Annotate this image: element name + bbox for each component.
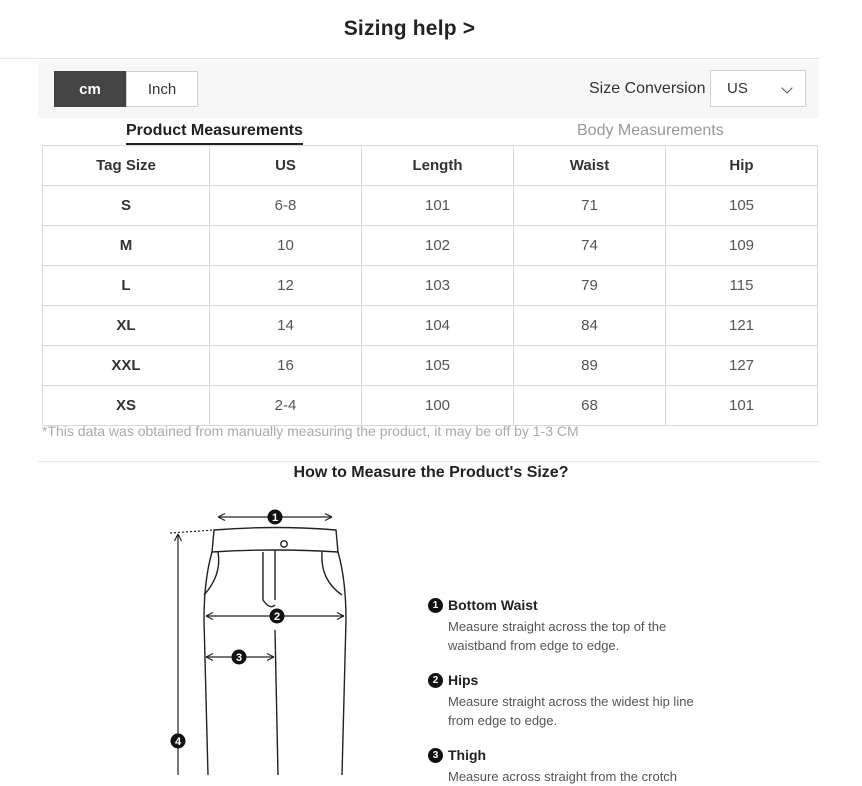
table-cell: 115 (666, 266, 818, 306)
table-cell-tag-size: L (43, 266, 210, 306)
pants-measurement-diagram (160, 500, 390, 775)
table-cell: 79 (514, 266, 666, 306)
table-cell: 16 (210, 346, 362, 386)
size-conversion-select[interactable] (710, 70, 806, 107)
size-table (42, 145, 818, 426)
instruction-hips (428, 672, 708, 730)
table-cell-tag-size: XXL (43, 346, 210, 386)
table-cell: 12 (210, 266, 362, 306)
table-cell: 101 (666, 386, 818, 426)
table-cell: 101 (362, 186, 514, 226)
chevron-down-icon (781, 82, 792, 93)
instruction-heading (428, 747, 708, 763)
measurement-tabs (42, 120, 819, 146)
number-3-icon: 3 (428, 748, 443, 763)
table-cell: 84 (514, 306, 666, 346)
table-cell-tag-size: M (43, 226, 210, 266)
table-cell: 71 (514, 186, 666, 226)
how-to-measure-title: How to Measure the Product's Size? (293, 464, 569, 481)
table-cell: 14 (210, 306, 362, 346)
table-cell: 10 (210, 226, 362, 266)
number-1-icon: 1 (428, 598, 443, 613)
table-cell: 105 (666, 186, 818, 226)
unit-inch-button[interactable]: Inch (126, 71, 198, 107)
pants-outline (204, 528, 346, 776)
table-cell: 109 (666, 226, 818, 266)
table-header-cell: Hip (666, 146, 818, 186)
unit-controls-bar (38, 60, 819, 118)
instruction-title: Hips (448, 672, 479, 688)
instruction-description: Measure straight across the top of the waistband from edge to edge. (448, 619, 667, 653)
table-cell: 127 (666, 346, 818, 386)
number-2-icon: 2 (428, 673, 443, 688)
table-cell: 103 (362, 266, 514, 306)
table-row (43, 386, 818, 426)
instruction-description: Measure across straight from the crotch (448, 769, 678, 784)
table-row (43, 346, 818, 386)
instruction-heading (428, 597, 708, 613)
table-cell: 105 (362, 346, 514, 386)
table-header-cell: Waist (514, 146, 666, 186)
instruction-title: Thigh (448, 747, 487, 763)
table-row (43, 306, 818, 346)
table-header-cell: Length (362, 146, 514, 186)
marker-3-label: 3 (235, 652, 243, 664)
tab-product-measurements[interactable]: Product Measurements (126, 122, 303, 145)
diagram-number-markers (171, 510, 285, 749)
marker-4-label: 4 (174, 736, 182, 748)
sizing-help-header[interactable] (0, 0, 819, 59)
marker-2-label: 2 (273, 611, 281, 623)
sizing-help-title[interactable]: Sizing help > (343, 17, 476, 40)
tab-body-measurements[interactable]: Body Measurements (577, 122, 724, 139)
instruction-title: Bottom Waist (448, 597, 538, 613)
unit-cm-button[interactable]: cm (54, 71, 126, 107)
table-cell-tag-size: S (43, 186, 210, 226)
table-header-cell: US (210, 146, 362, 186)
instruction-heading (428, 672, 708, 688)
instruction-description: Measure straight across the widest hip line from edge to edge. (448, 694, 694, 728)
table-cell: 2-4 (210, 386, 362, 426)
table-cell: 102 (362, 226, 514, 266)
table-row (43, 186, 818, 226)
instruction-thigh (428, 747, 708, 786)
size-conversion-value: US (727, 80, 748, 97)
unit-toggle (54, 71, 198, 107)
table-cell: 89 (514, 346, 666, 386)
instruction-bottom-waist (428, 597, 708, 655)
table-header-cell: Tag Size (43, 146, 210, 186)
size-conversion-label: Size Conversion (589, 80, 706, 97)
marker-1-label: 1 (271, 512, 279, 524)
table-cell-tag-size: XL (43, 306, 210, 346)
measurement-lines (170, 514, 344, 776)
table-header-row (43, 146, 818, 186)
section-divider (38, 461, 819, 462)
measurement-disclaimer: *This data was obtained from manually measuring the product, it may be off by 1-3 CM (42, 423, 579, 439)
table-cell: 68 (514, 386, 666, 426)
table-cell: 121 (666, 306, 818, 346)
table-cell: 6-8 (210, 186, 362, 226)
table-row (43, 266, 818, 306)
table-cell-tag-size: XS (43, 386, 210, 426)
table-cell: 104 (362, 306, 514, 346)
table-cell: 74 (514, 226, 666, 266)
table-cell: 100 (362, 386, 514, 426)
table-row (43, 226, 818, 266)
